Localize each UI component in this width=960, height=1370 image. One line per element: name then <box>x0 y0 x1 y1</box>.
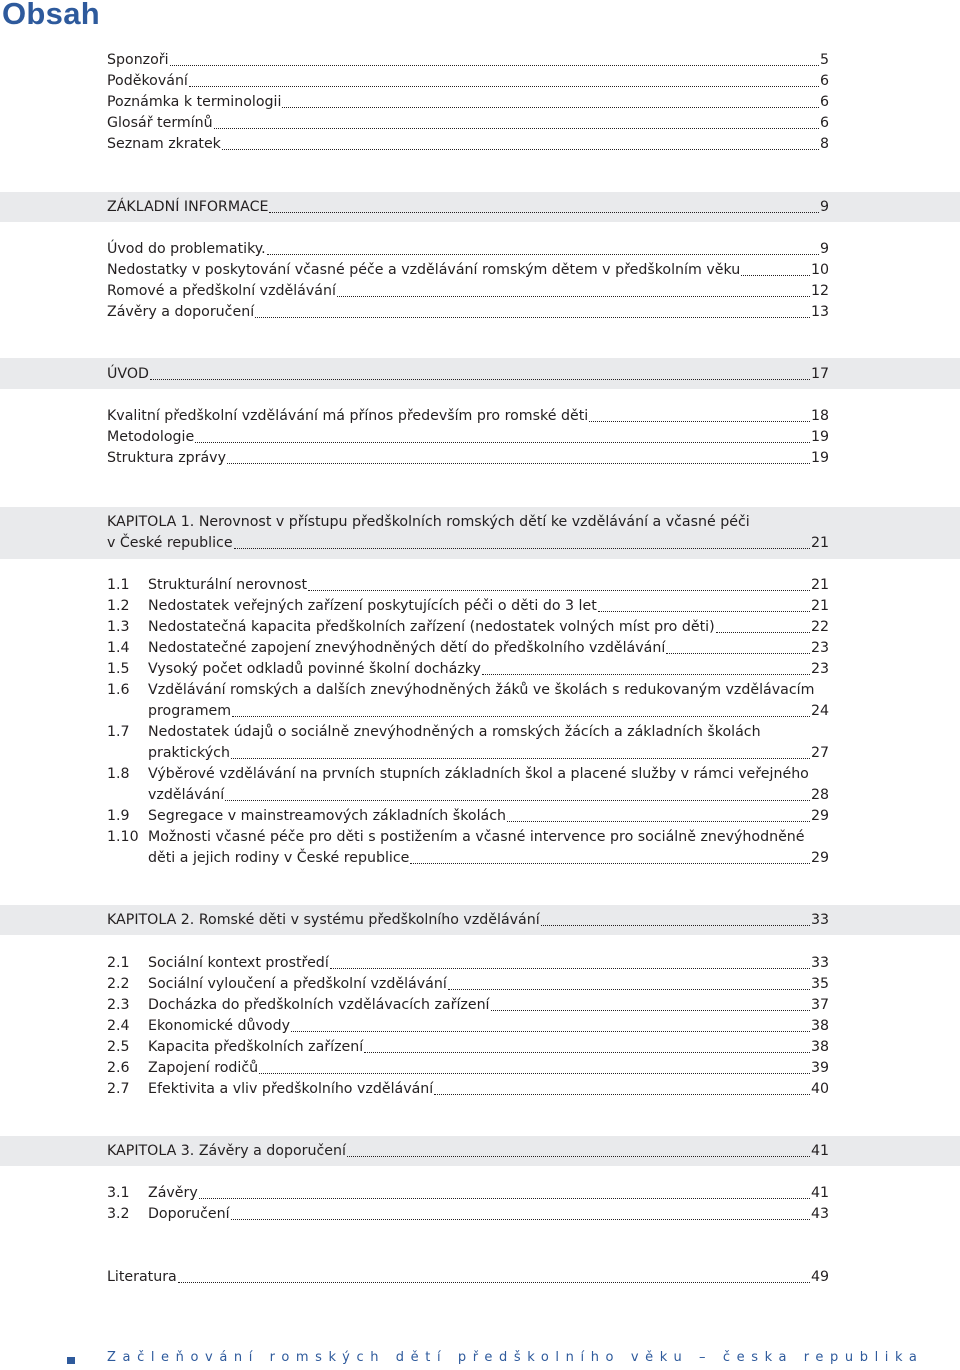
toc-title: Glosář termínů <box>107 115 213 131</box>
toc-page: 19 <box>810 429 829 445</box>
dot-leader <box>222 149 819 150</box>
toc-title: Kapacita předškolních zařízení <box>148 1039 364 1055</box>
toc-item[interactable] <box>107 638 829 659</box>
toc-page: 38 <box>810 1018 829 1034</box>
dot-leader <box>716 632 810 633</box>
toc-number: 2.5 <box>107 1039 130 1055</box>
toc-item[interactable] <box>107 659 829 680</box>
dot-leader <box>231 1219 810 1220</box>
dot-leader <box>337 296 810 297</box>
toc-page: 23 <box>810 661 829 677</box>
toc-item[interactable] <box>107 1058 829 1079</box>
toc-item[interactable] <box>107 995 829 1016</box>
toc-title: KAPITOLA 3. Závěry a doporučení <box>107 1143 346 1159</box>
toc-page: 8 <box>819 136 829 152</box>
toc-page: 12 <box>810 283 829 299</box>
toc-title: Seznam zkratek <box>107 136 221 152</box>
toc-item-literature[interactable] <box>107 1267 829 1288</box>
toc-item[interactable] <box>107 71 829 92</box>
dot-leader <box>410 863 810 864</box>
toc-title: Efektivita a vliv předškolního vzdělávání <box>148 1081 434 1097</box>
dot-leader <box>282 107 819 108</box>
toc-number: 2.4 <box>107 1018 130 1034</box>
footer-text: Začleňování romských dětí předškolního věku – česka republika <box>107 1350 924 1365</box>
dot-leader <box>347 1156 810 1157</box>
dot-leader <box>291 1031 810 1032</box>
toc-number: 1.7 <box>107 724 130 740</box>
toc-title: Literatura <box>107 1269 177 1285</box>
toc-title: Nedostatek veřejných zařízení poskytujících péči o děti do 3 let <box>148 598 597 614</box>
toc-page: 35 <box>810 976 829 992</box>
dot-leader <box>269 212 819 213</box>
toc-number: 2.7 <box>107 1081 130 1097</box>
dot-leader <box>507 821 810 822</box>
toc-title: Doporučení <box>148 1206 230 1222</box>
dot-leader <box>178 1282 810 1283</box>
toc-page: 21 <box>810 535 829 551</box>
toc-number: 3.1 <box>107 1185 130 1201</box>
toc-item[interactable] <box>107 974 829 995</box>
section-heading-ch1[interactable] <box>107 512 829 554</box>
toc-page: 10 <box>810 262 829 278</box>
dot-leader <box>195 442 810 443</box>
toc-number: 2.2 <box>107 976 130 992</box>
toc-page: 38 <box>810 1039 829 1055</box>
toc-item[interactable] <box>107 1079 829 1100</box>
toc-title: Sociální kontext prostředí <box>148 955 329 971</box>
dot-leader <box>267 254 819 255</box>
toc-item[interactable] <box>107 806 829 827</box>
toc-page: 22 <box>810 619 829 635</box>
section-heading-intro[interactable] <box>107 364 829 385</box>
toc-title: Nedostatečné zapojení znevýhodněných dětí do předškolního vzdělávání <box>148 640 666 656</box>
dot-leader <box>741 275 810 276</box>
toc-page: 41 <box>810 1143 829 1159</box>
dot-leader <box>448 989 810 990</box>
toc-title: Segregace v mainstreamových základních školách <box>148 808 507 824</box>
toc-title: Sociální vyloučení a předškolní vzdělávání <box>148 976 447 992</box>
toc-number: 1.4 <box>107 640 130 656</box>
dot-leader <box>491 1010 810 1011</box>
toc-title: Závěry <box>148 1185 198 1201</box>
toc-page: 21 <box>810 577 829 593</box>
section-heading-ch3[interactable] <box>107 1141 829 1162</box>
dot-leader <box>541 925 810 926</box>
toc-page: 21 <box>810 598 829 614</box>
dot-leader <box>666 653 810 654</box>
toc-title: Zapojení rodičů <box>148 1060 259 1076</box>
toc-page: 33 <box>810 955 829 971</box>
dot-leader <box>598 611 810 612</box>
toc-title: Poznámka k terminologii <box>107 94 282 110</box>
dot-leader <box>259 1073 810 1074</box>
toc-title: Metodologie <box>107 429 195 445</box>
dot-leader <box>255 317 810 318</box>
toc-title: Romové a předškolní vzdělávání <box>107 283 336 299</box>
toc-page: 5 <box>819 52 829 68</box>
toc-title-line1: Výběrové vzdělávání na prvních stupních základních škol a placené služby v rámci veřejného <box>148 766 809 782</box>
toc-item[interactable] <box>107 596 829 617</box>
toc-item[interactable] <box>107 1204 829 1225</box>
toc-title-line1: Vzdělávání romských a dalších znevýhodněných žáků ve školách s redukovaným vzdělávacím <box>148 682 815 698</box>
toc-title-line2: děti a jejich rodiny v České republice <box>148 850 410 866</box>
toc-item[interactable] <box>107 575 829 596</box>
toc-item[interactable] <box>107 260 829 281</box>
toc-item[interactable] <box>107 406 829 427</box>
toc-title-line1: Možnosti včasné péče pro děti s postižením a včasné intervence pro sociálně znevýhodněné <box>148 829 805 845</box>
toc-page: 33 <box>810 912 829 928</box>
toc-number: 1.10 <box>107 829 139 845</box>
toc-number: 3.2 <box>107 1206 130 1222</box>
toc-page: 28 <box>810 787 829 803</box>
toc-title: Strukturální nerovnost <box>148 577 308 593</box>
toc-item[interactable] <box>107 50 829 71</box>
toc-item[interactable] <box>107 239 829 260</box>
toc-item[interactable] <box>107 134 829 155</box>
toc-page: 37 <box>810 997 829 1013</box>
toc-item[interactable] <box>107 617 829 638</box>
dot-leader <box>170 65 819 66</box>
toc-page: 19 <box>810 450 829 466</box>
toc-title: Nedostatky v poskytování včasné péče a vzdělávání romským dětem v předškolním věku <box>107 262 741 278</box>
dot-leader <box>234 548 810 549</box>
toc-page: 41 <box>810 1185 829 1201</box>
dot-leader <box>199 1198 810 1199</box>
toc-page: 29 <box>810 850 829 866</box>
toc-title: Úvod do problematiky. <box>107 241 266 257</box>
section-heading-ch2[interactable] <box>107 910 829 931</box>
toc-item[interactable] <box>107 92 829 113</box>
toc-number: 1.6 <box>107 682 130 698</box>
toc-page: 39 <box>810 1060 829 1076</box>
dot-leader <box>308 590 810 591</box>
toc-item-multiline[interactable] <box>107 680 829 722</box>
toc-number: 1.5 <box>107 661 130 677</box>
toc-page: 29 <box>810 808 829 824</box>
toc-item[interactable] <box>107 1037 829 1058</box>
toc-page: 9 <box>819 199 829 215</box>
toc-item-multiline[interactable] <box>107 827 829 869</box>
toc-page: 40 <box>810 1081 829 1097</box>
page-title: Obsah <box>2 0 100 31</box>
toc-title-line1: Nedostatek údajů o sociálně znevýhodněných a romských žácích a základních školách <box>148 724 761 740</box>
toc-title: Docházka do předškolních vzdělávacích zařízení <box>148 997 490 1013</box>
toc-page: 13 <box>810 304 829 320</box>
toc-title-line1: KAPITOLA 1. Nerovnost v přístupu předškolních romských dětí ke vzdělávání a včasné péči <box>107 514 750 530</box>
toc-title: Ekonomické důvody <box>148 1018 291 1034</box>
toc-item[interactable] <box>107 113 829 134</box>
dot-leader <box>231 758 810 759</box>
toc-title: Kvalitní předškolní vzdělávání má přínos především pro romské děti <box>107 408 589 424</box>
toc-item[interactable] <box>107 1016 829 1037</box>
toc-item[interactable] <box>107 1183 829 1204</box>
toc-page: 24 <box>810 703 829 719</box>
toc-title-line2: vzdělávání <box>148 787 225 803</box>
dot-leader <box>364 1052 810 1053</box>
toc-page: 23 <box>810 640 829 656</box>
toc-page: 18 <box>810 408 829 424</box>
dot-leader <box>227 463 810 464</box>
toc-title: Poděkování <box>107 73 188 89</box>
toc-number: 1.8 <box>107 766 130 782</box>
toc-title: KAPITOLA 2. Romské děti v systému předškolního vzdělávání <box>107 912 540 928</box>
dot-leader <box>589 421 810 422</box>
toc-item[interactable] <box>107 953 829 974</box>
toc-number: 2.6 <box>107 1060 130 1076</box>
toc-item[interactable] <box>107 427 829 448</box>
toc-title: Závěry a doporučení <box>107 304 255 320</box>
toc-number: 2.3 <box>107 997 130 1013</box>
toc-page: 6 <box>819 94 829 110</box>
toc-item-multiline[interactable] <box>107 764 829 806</box>
toc-title: Vysoký počet odkladů povinné školní docházky <box>148 661 481 677</box>
toc-item[interactable] <box>107 281 829 302</box>
toc-page: 6 <box>819 115 829 131</box>
dot-leader <box>330 968 810 969</box>
dot-leader <box>225 800 810 801</box>
toc-number: 1.3 <box>107 619 130 635</box>
toc-page: 9 <box>819 241 829 257</box>
toc-number: 1.1 <box>107 577 130 593</box>
toc-title: Nedostatečná kapacita předškolních zařízení (nedostatek volných míst pro děti) <box>148 619 715 635</box>
toc-title: ÚVOD <box>107 366 149 382</box>
toc-page: 43 <box>810 1206 829 1222</box>
toc-title-line2: praktických <box>148 745 230 761</box>
toc-title: Struktura zprávy <box>107 450 226 466</box>
section-heading-basic[interactable] <box>107 197 829 218</box>
footer-square-icon <box>67 1357 75 1364</box>
dot-leader <box>214 128 819 129</box>
dot-leader <box>482 674 810 675</box>
toc-title: ZÁKLADNÍ INFORMACE <box>107 199 269 215</box>
toc-title: Sponzoři <box>107 52 169 68</box>
toc-title-line2: v České republice <box>107 535 233 551</box>
toc-title-line2: programem <box>148 703 232 719</box>
toc-number: 1.2 <box>107 598 130 614</box>
toc-number: 1.9 <box>107 808 130 824</box>
toc-number: 2.1 <box>107 955 130 971</box>
dot-leader <box>150 379 810 380</box>
toc-page: 6 <box>819 73 829 89</box>
toc-item[interactable] <box>107 448 829 469</box>
toc-item-multiline[interactable] <box>107 722 829 764</box>
dot-leader <box>232 716 810 717</box>
dot-leader <box>434 1094 810 1095</box>
toc-page: 49 <box>810 1269 829 1285</box>
toc-item[interactable] <box>107 302 829 323</box>
dot-leader <box>189 86 819 87</box>
toc-page: 27 <box>810 745 829 761</box>
toc-page: 17 <box>810 366 829 382</box>
